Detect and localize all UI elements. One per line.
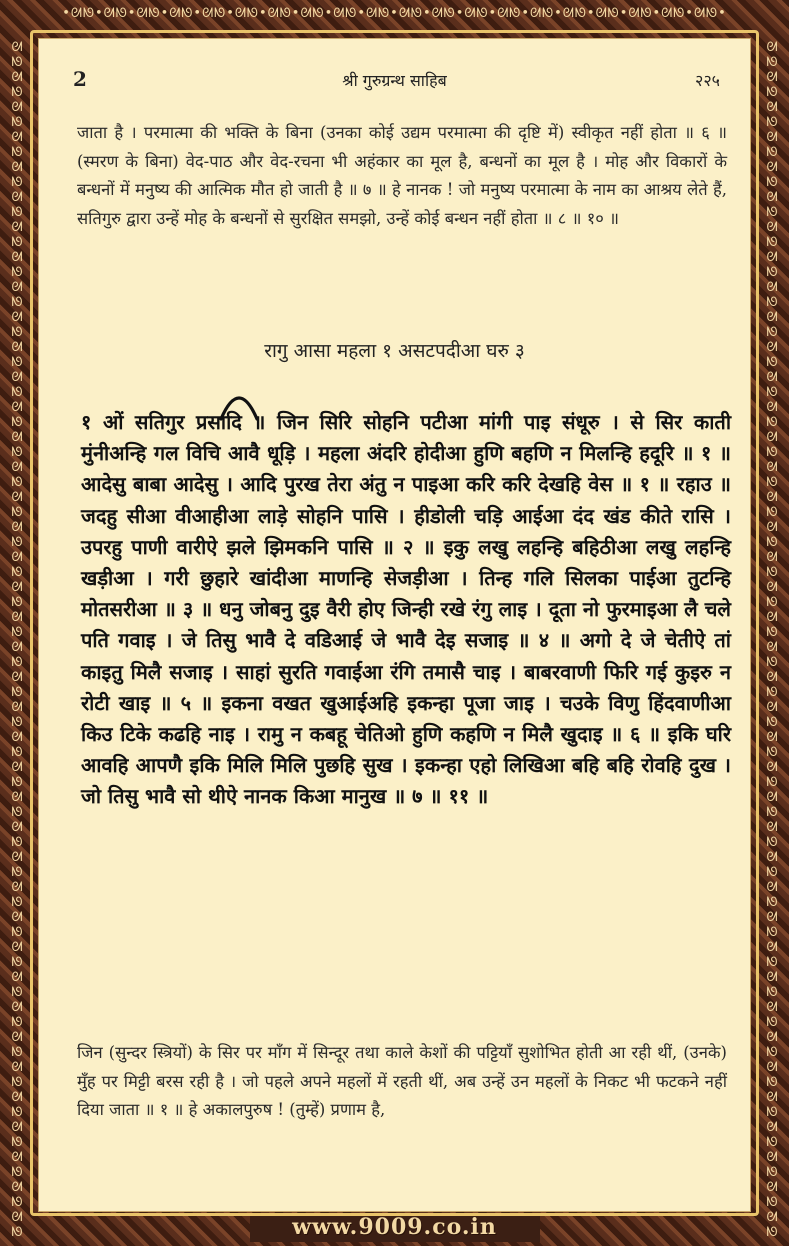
translation-top-text: जाता है । परमात्मा की भक्ति के बिना (उनका कोई उद्यम परमात्मा की दृष्टि में) स्वीकृत नहीं होता ॥ ६ ॥ (स्मरण के बिना) वेद-पाठ और वेद-रचना भी अहंकार का मूल है, बन्धनों का मूल है । मोह और विकारों के बन्धनों में मनुष्य की आत्मिक मौत हो जाती है ॥ ७ ॥ हे नानक ! जो मनुष्य परमात्मा के नाम का आश्रय लेते हैं, सतिगुरु द्वारा उन्हें मोह के बन्धनों से सुरक्षित समझो, उन्हें कोई बन्धन नहीं होता ॥ ८ ॥ १० ॥ [77,123,727,228]
scripture-page [38,38,751,1212]
gurbani-text: १ ओं सतिगुर प्रसादि ॥ जिन सिरि सोहनि पटीआ मांगी पाइ संधूरु । से सिर काती मुंनीअन्हि गल विचि आवै धूड़ि । महला अंदरि होदीआ हुणि बहणि न मिलन्हि हदूरि ॥ १ ॥ आदेसु बाबा आदेसु । आदि पुरख तेरा अंतु न पाइआ करि करि देखहि वेस ॥ १ ॥ रहाउ ॥ जदहु सीआ वीआहीआ लाड़े सोहनि पासि । हीडोली चड़ि आईआ दंद खंड कीते रासि । उपरहु पाणी वारीऐ झले झिमकनि पासि ॥ २ ॥ इकु लखु लहन्हि बहिठीआ लखु लहन्हि खड़ीआ । गरी छुहारे खांदीआ माणन्हि सेजड़ीआ । तिन्ह गलि सिलका पाईआ तुटन्हि मोतसरीआ ॥ ३ ॥ धनु जोबनु दुइ वैरी होए जिन्ही रखे रंगु लाइ । दूता नो फुरमाइआ लै चले पति गवाइ । जे तिसु भावै दे वडिआई जे भावै देइ सजाइ ॥ ४ ॥ अगो दे जे चेतीऐ तां काइतु मिलै सजाइ । साहां सुरति गवाईआ रंगि तमासै चाइ । बाबरवाणी फिरि गई कुइरु न रोटी खाइ ॥ ५ ॥ इकना वखत खुआईअहि इकन्हा पूजा जाइ । चउके विणु हिंदवाणीआ किउ टिके कढहि नाइ । रामु न कबहू चेतिओ हुणि कहणि न मिलै खुदाइ ॥ ६ ॥ इकि घरि आवहि आपणै इकि मिलि मिलि पुछहि सुख । इकन्हा एहो लिखिआ बहि बहि रोवहि दुख । जो तिसु भावै सो थीऐ नानक किआ मानुख ॥ ७ ॥ ११ ॥ [81,410,731,809]
page-number-devanagari: २२५ [695,71,720,90]
translation-top [77,119,727,233]
gurbani-text-block [81,407,731,813]
translation-bottom-text: जिन (सुन्दर स्त्रियों) के सिर पर माँग में सिन्दूर तथा काले केशों की पट्टियाँ सुशोभित होती आ रही थीं, (उनके) मुँह पर मिट्टी बरस रही है । जो पहले अपने महलों में रहती थीं, अब उन्हें उन महलों के निकट भी फटकने नहीं दिया जाता ॥ १ ॥ हे अकालपुरुष ! (तुम्हें) प्रणाम है, [77,1043,727,1119]
footer-url: www.9009.co.in [292,1214,497,1240]
page-header [39,67,750,89]
shabad-title: रागु आसा महला १ असटपदीआ घरु ३ [264,340,525,362]
top-border-ornament: •ᘛᘚ•ᘛᘚ•ᘛᘚ•ᘛᘚ•ᘛᘚ•ᘛᘚ•ᘛᘚ•ᘛᘚ•ᘛᘚ•ᘛᘚ•ᘛᘚ•ᘛᘚ•ᘛᘚ•ᘛᘚ•ᘛᘚ•ᘛᘚ•ᘛᘚ•ᘛᘚ•ᘛᘚ•ᘛᘚ• [62,6,727,21]
right-border-ornament: ᘛᘚᘛᘚᘛᘚᘛᘚᘛᘚᘛᘚᘛᘚᘛᘚᘛᘚᘛᘚᘛᘚᘛᘚᘛᘚᘛᘚᘛᘚᘛᘚᘛᘚᘛᘚᘛᘚᘛᘚᘛᘚᘛᘚᘛᘚᘛᘚᘛᘚᘛᘚᘛᘚᘛᘚᘛᘚᘛᘚᘛᘚᘛᘚᘛᘚᘛᘚᘛᘚᘛᘚᘛᘚᘛᘚᘛᘚᘛᘚ [766,40,778,1240]
page-number: 2 [73,67,87,91]
translation-bottom [77,1039,727,1125]
left-border-ornament: ᘛᘚᘛᘚᘛᘚᘛᘚᘛᘚᘛᘚᘛᘚᘛᘚᘛᘚᘛᘚᘛᘚᘛᘚᘛᘚᘛᘚᘛᘚᘛᘚᘛᘚᘛᘚᘛᘚᘛᘚᘛᘚᘛᘚᘛᘚᘛᘚᘛᘚᘛᘚᘛᘚᘛᘚᘛᘚᘛᘚᘛᘚᘛᘚᘛᘚᘛᘚᘛᘚᘛᘚᘛᘚᘛᘚᘛᘚᘛᘚ [11,40,23,1240]
book-title: श्री गुरुग्रन्थ साहिब [342,71,447,90]
